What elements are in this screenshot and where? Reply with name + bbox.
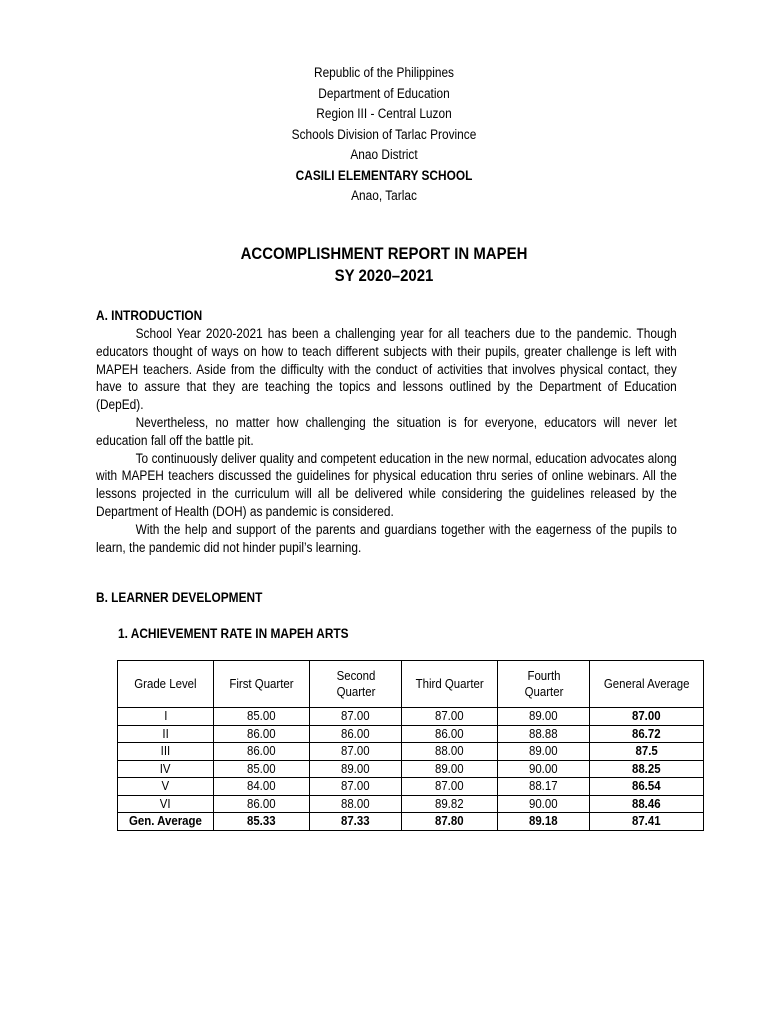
col-header-grade-level: Grade Level [118,661,214,708]
grade-level-cell: II [118,725,214,743]
grade-level-cell: VI [118,795,214,813]
score-cell: 86.54 [590,778,704,796]
score-cell: 88.00 [402,743,498,761]
score-cell: 87.41 [590,813,704,831]
score-cell: 88.00 [310,795,402,813]
grade-level-cell: V [118,778,214,796]
score-cell: 84.00 [214,778,310,796]
letterhead [46,63,722,207]
score-cell: 85.33 [214,813,310,831]
score-cell: 86.00 [214,743,310,761]
intro-paragraph-4: With the help and support of the parents and guardians together with the eagerness of the pupils to learn, the pandemic did not hinder pupil’s learning. [96,521,677,555]
score-cell: 87.00 [310,778,402,796]
header-district: Anao District [350,147,418,162]
score-cell: 87.00 [310,743,402,761]
score-cell: 87.00 [402,708,498,726]
score-cell: 87.80 [402,813,498,831]
score-cell: 89.00 [402,760,498,778]
score-cell: 87.00 [310,708,402,726]
table-row [118,708,704,726]
intro-paragraph-1: School Year 2020-2021 has been a challenging year for all teachers due to the pandemic. Though educators thought of ways on how to teach different subjects with their pupils, greater challenge is left with MAPEH teachers. Aside from the difficulty with the conduct of activities that involves physical contact, they have to assure that they are teaching the topics and lessons outlined by the Department of Education (DepEd). [96,326,677,413]
grade-level-cell: Gen. Average [118,813,214,831]
score-cell: 86.00 [310,725,402,743]
header-republic: Republic of the Philippines [313,65,455,80]
score-cell: 86.00 [214,795,310,813]
header-region: Region III - Central Luzon [316,106,452,121]
score-cell: 85.00 [214,708,310,726]
section-b-heading: B. LEARNER DEVELOPMENT [96,590,263,605]
header-department: Department of Education [318,85,450,101]
intro-paragraph-2: Nevertheless, no matter how challenging the situation is for everyone, educators will never let education fall off the battle pit. [96,414,677,448]
header-location: Anao, Tarlac [351,188,417,203]
grade-level-cell: III [118,743,214,761]
score-cell: 88.25 [590,760,704,778]
header-division: Schools Division of Tarlac Province [291,126,477,142]
score-cell: 89.82 [402,795,498,813]
grade-level-cell: IV [118,760,214,778]
col-header-fourth-quarter: Fourth Quarter [498,661,590,708]
score-cell: 86.72 [590,725,704,743]
report-title-line1: ACCOMPLISHMENT REPORT IN MAPEH [240,244,528,263]
table-row [118,760,704,778]
table-row [118,778,704,796]
score-cell: 86.00 [214,725,310,743]
table-row [118,743,704,761]
col-header-second-quarter: Second Quarter [310,661,402,708]
introduction-body [96,325,677,556]
table-header-row [118,661,704,708]
score-cell: 87.33 [310,813,402,831]
section-a-heading: A. INTRODUCTION [96,308,203,323]
subsection-arts-heading: 1. ACHIEVEMENT RATE IN MAPEH ARTS [118,626,349,641]
table-row [118,813,704,831]
score-cell: 87.00 [590,708,704,726]
intro-paragraph-3: To continuously deliver quality and competent education in the new normal, education advocates along with MAPEH teachers discussed the guidelines for physical education thru series of online webinars. All the lessons projected in the curriculum will all be delivered while considering the guidelines released by the Department of Health (DOH) as pandemic is considered. [96,450,677,519]
col-header-first-quarter: First Quarter [214,661,310,708]
score-cell: 90.00 [498,795,590,813]
col-header-third-quarter: Third Quarter [402,661,498,708]
score-cell: 89.00 [498,743,590,761]
table-row [118,725,704,743]
header-school-name: CASILI ELEMENTARY SCHOOL [295,167,473,183]
achievement-rate-table [117,660,704,831]
report-title [46,243,722,287]
score-cell: 86.00 [402,725,498,743]
score-cell: 89.00 [498,708,590,726]
report-title-line2: SY 2020–2021 [334,266,434,285]
score-cell: 87.00 [402,778,498,796]
score-cell: 88.17 [498,778,590,796]
score-cell: 88.46 [590,795,704,813]
score-cell: 89.00 [310,760,402,778]
grade-level-cell: I [118,708,214,726]
score-cell: 88.88 [498,725,590,743]
score-cell: 89.18 [498,813,590,831]
score-cell: 90.00 [498,760,590,778]
score-cell: 87.5 [590,743,704,761]
col-header-general-average: General Average [590,661,704,708]
table-row [118,795,704,813]
score-cell: 85.00 [214,760,310,778]
